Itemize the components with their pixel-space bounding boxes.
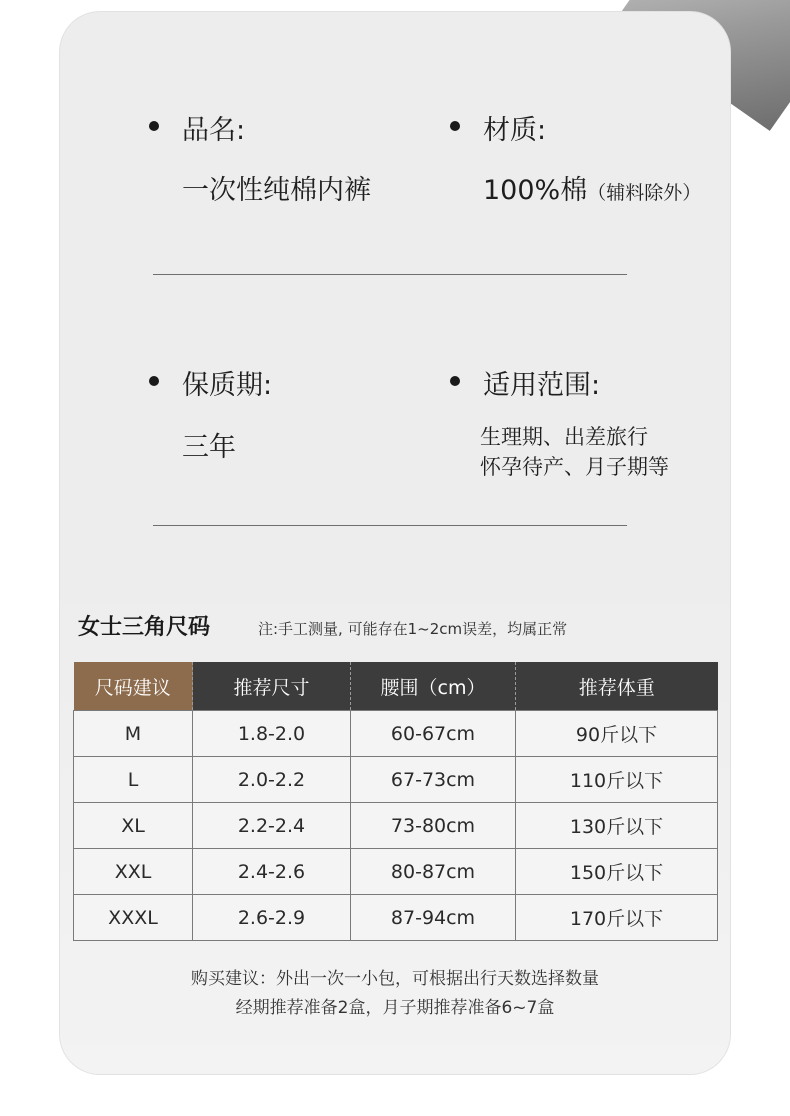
waist-cell: 67-73cm [351,757,516,803]
scope-value [480,422,669,482]
shelf-life-value: 三年 [182,432,236,463]
size-cell: XL [74,803,193,849]
shelf-life-label: 保质期: [182,370,273,401]
weight-cell: 130斤以下 [516,803,718,849]
recommended-size-cell: 2.2-2.4 [193,803,351,849]
size-cell: M [74,711,193,757]
material-value [483,168,701,207]
recommended-size-cell: 2.0-2.2 [193,757,351,803]
product-info-card [60,12,730,1074]
purchase-advice-line-2: 经期推荐准备2盒，月子期推荐准备6~7盒 [235,998,555,1018]
header-size: 尺码建议 [74,662,193,711]
waist-cell: 73-80cm [351,803,516,849]
size-section-note: 注:手工测量, 可能存在1~2cm误差，均属正常 [258,620,568,638]
size-cell: XXL [74,849,193,895]
table-row [74,849,718,895]
purchase-advice-line-1: 购买建议：外出一次一小包，可根据出行天数选择数量 [191,969,599,989]
material-text: 100%棉 [483,175,588,206]
size-section-title: 女士三角尺码 [78,615,211,640]
waist-cell: 80-87cm [351,849,516,895]
scope-line: 怀孕待产、月子期等 [480,455,669,479]
recommended-size-cell: 2.6-2.9 [193,895,351,941]
waist-cell: 60-67cm [351,711,516,757]
size-cell: L [74,757,193,803]
scope-label: 适用范围: [483,370,601,401]
table-row [74,711,718,757]
weight-cell: 150斤以下 [516,849,718,895]
weight-cell: 90斤以下 [516,711,718,757]
size-cell: XXXL [74,895,193,941]
name-label: 品名: [182,115,246,146]
bullet-icon [450,376,460,386]
waist-cell: 87-94cm [351,895,516,941]
divider [153,525,627,526]
table-row [74,895,718,941]
weight-cell: 110斤以下 [516,757,718,803]
recommended-size-cell: 2.4-2.6 [193,849,351,895]
size-table [73,662,718,941]
header-recommended-size: 推荐尺寸 [193,662,351,711]
weight-cell: 170斤以下 [516,895,718,941]
recommended-size-cell: 1.8-2.0 [193,711,351,757]
table-header-row [74,662,718,711]
header-weight: 推荐体重 [516,662,718,711]
scope-line: 生理期、出差旅行 [480,425,648,449]
bullet-icon [450,121,460,131]
table-row [74,803,718,849]
table-row [74,757,718,803]
material-note: （辅料除外） [587,182,702,204]
header-waist: 腰围（cm） [351,662,516,711]
bullet-icon [149,376,159,386]
bullet-icon [149,121,159,131]
name-value: 一次性纯棉内裤 [182,175,371,206]
material-label: 材质: [483,115,547,146]
divider [153,274,627,275]
